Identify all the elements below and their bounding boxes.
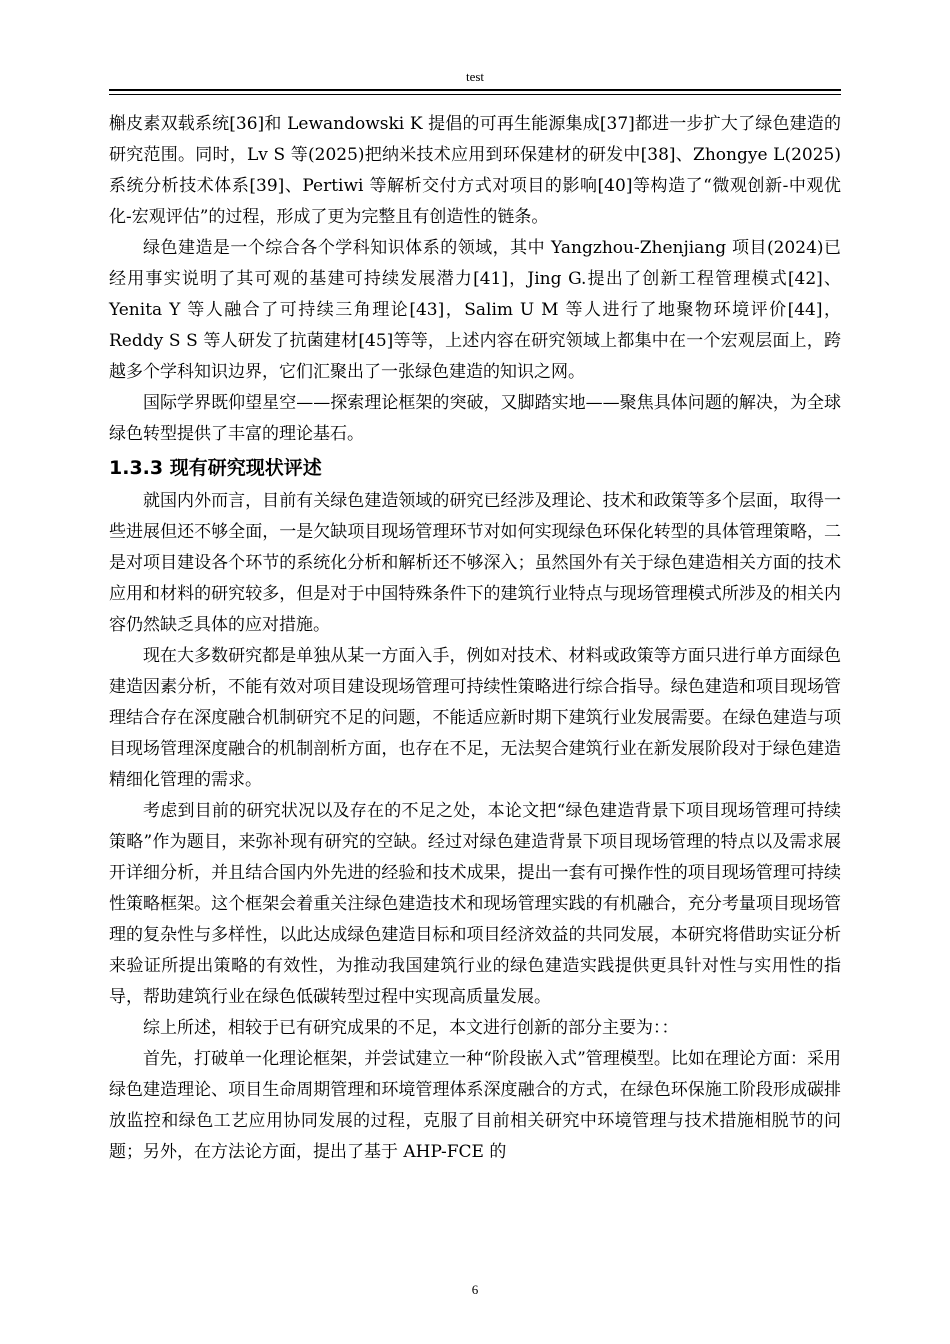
paragraph: 槲皮素双载系统[36]和 Lewandowski K 提倡的可再生能源集成[37]都进一步扩大了绿色建造的研究范围。同时，Lv S 等(2025)把纳米技术应用到环保建材的研发中[38]、Zhongye L(2025)系统分析技术体系[39]、Pertiwi 等解析交付方式对项目的影响[40]等构造了“微观创新-中观优化-宏观评估”的过程，形成了更为完整且有创造性的链条。 — [109, 114, 841, 227]
page-number: 6 — [471, 1282, 479, 1297]
header-rule-thin — [109, 94, 841, 95]
header-title: test — [465, 69, 485, 84]
page-body — [109, 109, 841, 1168]
paragraph: 绿色建造是一个综合各个学科知识体系的领域，其中 Yangzhou-Zhenjiang 项目(2024)已经用事实说明了其可观的基建可持续发展潜力[41]，Jing G.提出了创新工程管理模式[42]、Yenita Y 等人融合了可持续三角理论[43]，Salim U M 等人进行了地聚物环境评价[44]，Reddy S S 等人研发了抗菌建材[45]等等，上述内容在研究领域上都集中在一个宏观层面上，跨越多个学科知识边界，它们汇聚出了一张绿色建造的知识之网。 — [109, 238, 841, 382]
section-heading: 1.3.3 现有研究现状评述 — [109, 457, 322, 479]
paragraph: 国际学界既仰望星空——探索理论框架的突破，又脚踏实地——聚焦具体问题的解决，为全球绿色转型提供了丰富的理论基石。 — [109, 393, 841, 444]
header-rule-thick — [109, 89, 841, 91]
paragraph: 考虑到目前的研究状况以及存在的不足之处，本论文把“绿色建造背景下项目现场管理可持续策略”作为题目，来弥补现有研究的空缺。经过对绿色建造背景下项目现场管理的特点以及需求展开详细分析，并且结合国内外先进的经验和技术成果，提出一套有可操作性的项目现场管理可持续性策略框架。这个框架会着重关注绿色建造技术和现场管理实践的有机融合，充分考量项目现场管理的复杂性与多样性，以此达成绿色建造目标和项目经济效益的共同发展，本研究将借助实证分析来验证所提出策略的有效性，为推动我国建筑行业的绿色建造实践提供更具针对性与实用性的指导，帮助建筑行业在绿色低碳转型过程中实现高质量发展。 — [109, 801, 841, 1007]
paragraph: 综上所述，相较于已有研究成果的不足，本文进行创新的部分主要为：： — [143, 1018, 679, 1038]
paragraph: 首先，打破单一化理论框架，并尝试建立一种“阶段嵌入式”管理模型。比如在理论方面：采用绿色建造理论、项目生命周期管理和环境管理体系深度融合的方式，在绿色环保施工阶段形成碳排放监控和绿色工艺应用协同发展的过程，克服了目前相关研究中环境管理与技术措施相脱节的问题；另外，在方法论方面，提出了基于 AHP-FCE 的 — [109, 1049, 841, 1162]
paragraph: 就国内外而言，目前有关绿色建造领域的研究已经涉及理论、技术和政策等多个层面，取得一些进展但还不够全面，一是欠缺项目现场管理环节对如何实现绿色环保化转型的具体管理策略，二是对项目建设各个环节的系统化分析和解析还不够深入；虽然国外有关于绿色建造相关方面的技术应用和材料的研究较多，但是对于中国特殊条件下的建筑行业特点与现场管理模式所涉及的相关内容仍然缺乏具体的应对措施。 — [109, 491, 841, 635]
paragraph: 现在大多数研究都是单独从某一方面入手，例如对技术、材料或政策等方面只进行单方面绿色建造因素分析，不能有效对项目建设现场管理可持续性策略进行综合指导。绿色建造和项目现场管理结合存在深度融合机制研究不足的问题，不能适应新时期下建筑行业发展需要。在绿色建造与项目现场管理深度融合的机制剖析方面，也存在不足，无法契合建筑行业在新发展阶段对于绿色建造精细化管理的需求。 — [109, 646, 841, 790]
